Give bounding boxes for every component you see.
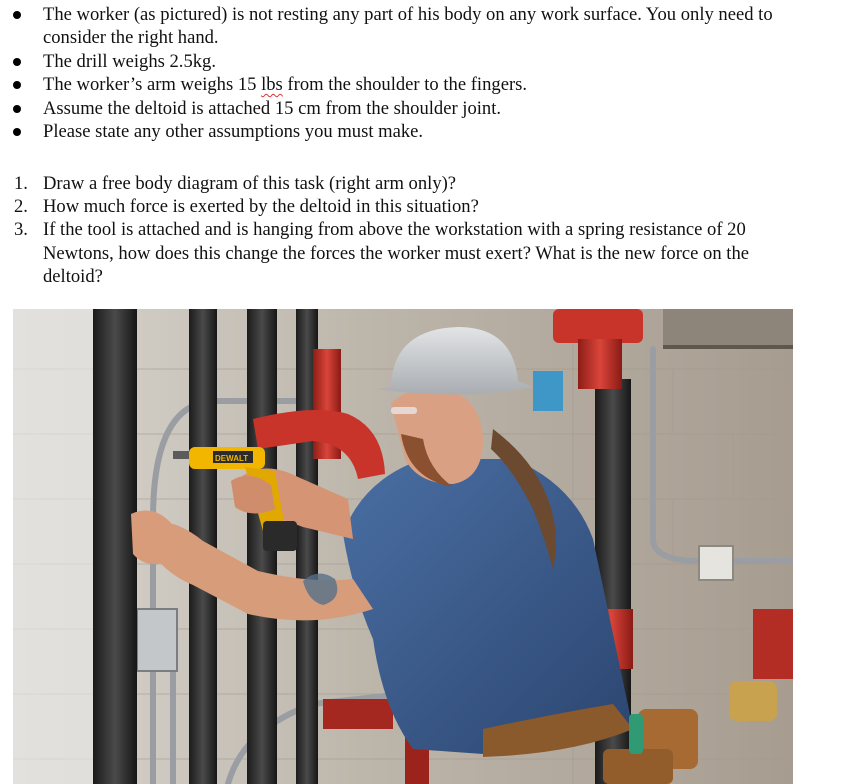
question-text: How much force is exerted by the deltoid in this situation? xyxy=(43,196,479,218)
bullet-text: Assume the deltoid is attached 15 cm from the shoulder joint. xyxy=(43,97,502,119)
question-text: Draw a free body diagram of this task (right arm only)? xyxy=(43,173,457,194)
wall-switch-box xyxy=(699,546,733,580)
left-wall-shadow xyxy=(13,309,93,784)
bullet-dot-icon xyxy=(13,81,21,89)
ceiling-duct xyxy=(663,309,793,347)
red-pipe xyxy=(578,339,622,389)
question-text: If the tool is attached and is hanging from above the workstation with a spring resistance of 20 Newtons, how does this change the forces the worker must exert? What is the new force on the deltoid? xyxy=(43,219,749,287)
drill-brand-label: DEWALT xyxy=(215,454,249,463)
question-number: 2. xyxy=(14,196,28,218)
junction-box xyxy=(137,609,177,671)
questions-numbered-list xyxy=(0,172,800,288)
pressure-gauge xyxy=(533,371,563,411)
worker-left-hand xyxy=(131,511,171,564)
bullet-text-suffix: from the shoulder to the fingers. xyxy=(282,74,528,96)
brass-fitting xyxy=(729,681,777,721)
worker-drilling-photo xyxy=(13,309,793,784)
assumptions-bullet-list xyxy=(0,3,800,143)
question-number: 1. xyxy=(14,173,28,194)
bullet-dot-icon xyxy=(13,11,21,19)
bullet-dot-icon xyxy=(13,105,21,113)
safety-glasses xyxy=(391,407,417,414)
bullet-item xyxy=(0,3,800,50)
bullet-text: The worker (as pictured) is not resting any part of his body on any work surface. You only need to consider the right hand. xyxy=(43,4,773,49)
black-pipe xyxy=(93,309,137,784)
bullet-item xyxy=(0,97,800,120)
red-valve xyxy=(753,609,793,679)
bullet-text: Please state any other assumptions you must make. xyxy=(43,121,424,143)
bullet-item xyxy=(0,120,800,143)
bullet-dot-icon xyxy=(13,58,21,66)
spellcheck-flagged-word[interactable]: lbs xyxy=(261,74,283,96)
red-valve xyxy=(323,699,393,729)
question-item xyxy=(0,172,800,195)
question-item xyxy=(0,218,800,288)
bullet-dot-icon xyxy=(13,128,21,136)
bullet-item xyxy=(0,50,800,73)
question-item xyxy=(0,195,800,218)
drill-battery xyxy=(263,521,297,551)
question-number: 3. xyxy=(14,219,28,241)
bullet-item xyxy=(0,73,800,96)
tool-pouch xyxy=(603,749,673,784)
bullet-text: The drill weighs 2.5kg. xyxy=(43,50,216,72)
green-tool-handle xyxy=(629,714,643,754)
red-pipe xyxy=(553,309,643,343)
bullet-text-prefix: The worker’s arm weighs 15 xyxy=(43,74,262,96)
